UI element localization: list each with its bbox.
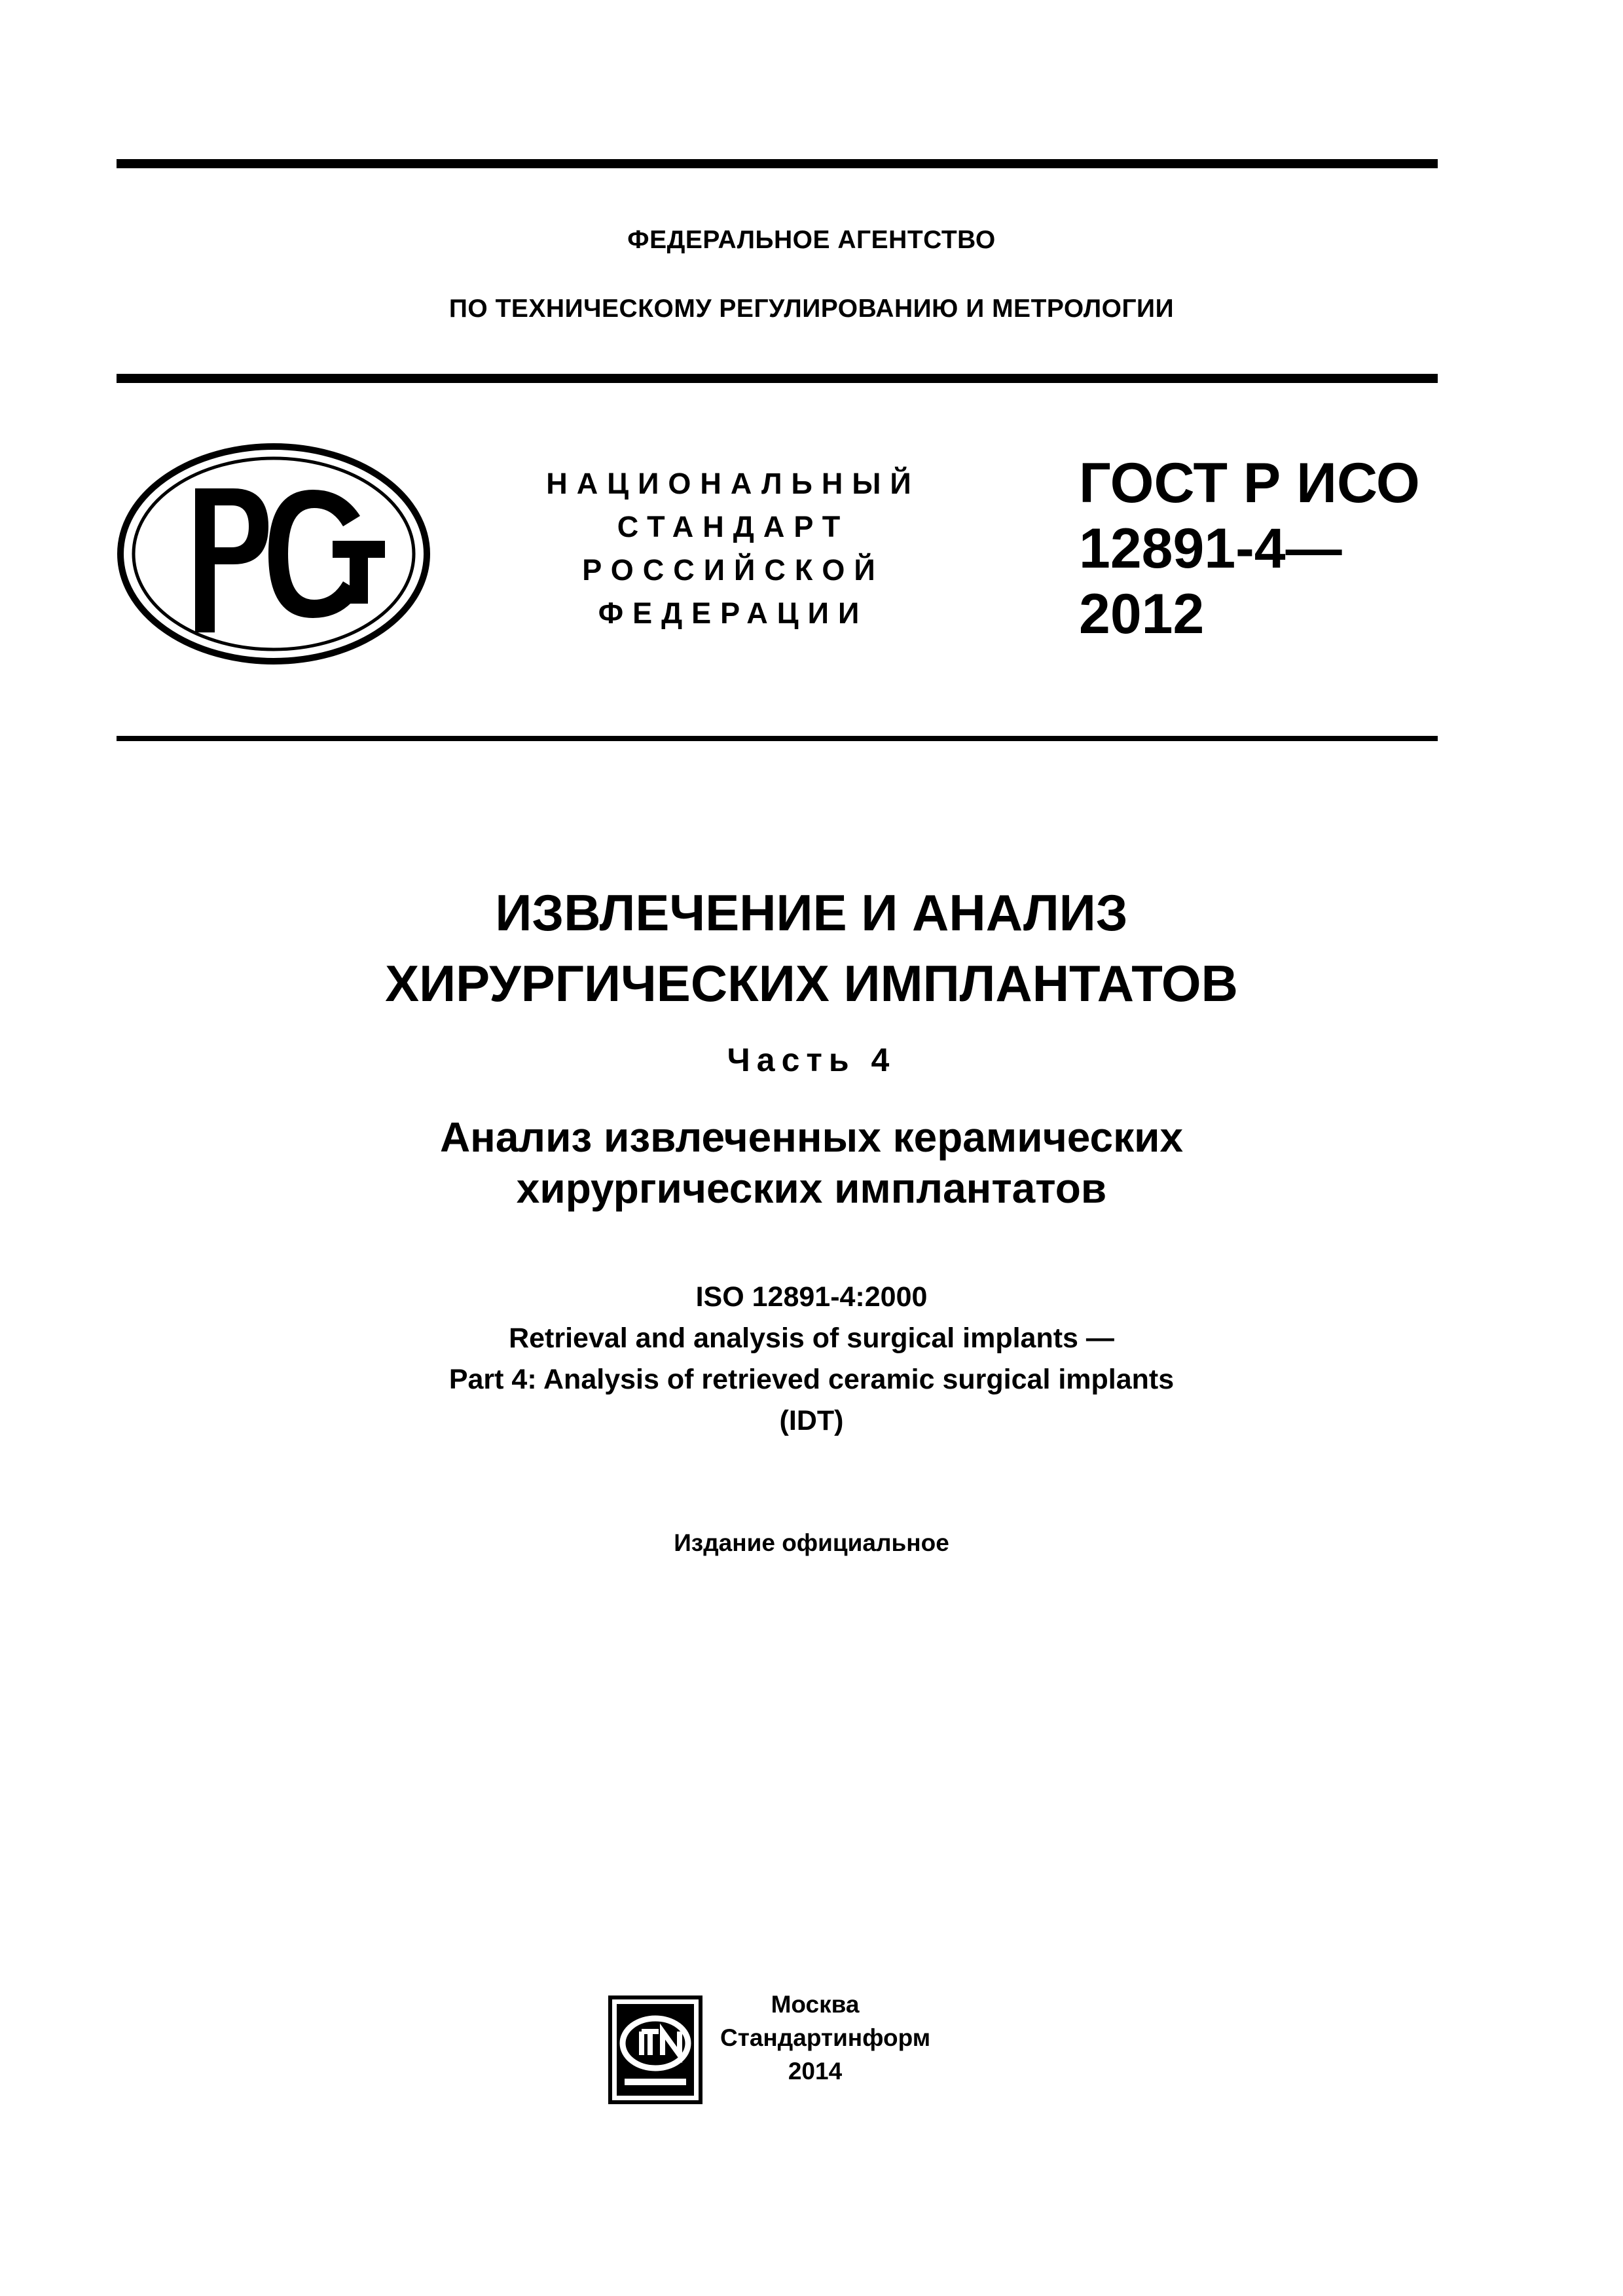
standartinform-logo-icon	[608, 1995, 703, 2105]
header-bottom-rule	[117, 736, 1438, 741]
designation-line-3: 2012	[1079, 583, 1205, 646]
agency-bottom-rule	[117, 374, 1438, 383]
iso-line-3: Part 4: Analysis of retrieved ceramic surgical implants	[448, 1364, 1175, 1395]
designation-line-1: ГОСТ Р ИСО	[1079, 452, 1420, 515]
standard-designation	[1079, 450, 1420, 647]
iso-line-1: ISO 12891-4:2000	[695, 1281, 928, 1313]
publisher-year: 2014	[788, 2058, 843, 2085]
top-rule	[117, 159, 1438, 168]
title-line-2: ХИРУРГИЧЕСКИХ ИМПЛАНТАТОВ	[385, 955, 1238, 1012]
national-standard-line-3: РОССИЙСКОЙ	[582, 553, 884, 587]
rst-certification-logo-icon	[117, 443, 431, 665]
agency-line-1: ФЕДЕРАЛЬНОЕ АГЕНТСТВО	[627, 226, 996, 254]
national-standard-line-2: СТАНДАРТ	[617, 510, 850, 543]
publisher-name: Стандартинформ	[720, 2024, 931, 2051]
iso-line-4: (IDT)	[779, 1405, 844, 1436]
title-line-1: ИЗВЛЕЧЕНИЕ И АНАЛИЗ	[495, 884, 1128, 941]
designation-line-2: 12891-4—	[1079, 517, 1342, 580]
subtitle-line-1: Анализ извлеченных керамических	[439, 1114, 1184, 1161]
part-number: Часть 4	[727, 1042, 896, 1078]
agency-line-2: ПО ТЕХНИЧЕСКОМУ РЕГУЛИРОВАНИЮ И МЕТРОЛОГИИ	[448, 295, 1175, 323]
subtitle-line-2: хирургических имплантатов	[516, 1165, 1107, 1212]
national-standard-line-4: ФЕДЕРАЦИИ	[598, 596, 869, 630]
national-standard-line-1: НАЦИОНАЛЬНЫЙ	[546, 467, 921, 500]
publisher-info	[720, 1988, 931, 2088]
iso-line-2: Retrieval and analysis of surgical implants —	[509, 1322, 1114, 1354]
official-edition: Издание официальное	[674, 1529, 949, 1556]
publisher-city: Москва	[771, 1991, 860, 2018]
